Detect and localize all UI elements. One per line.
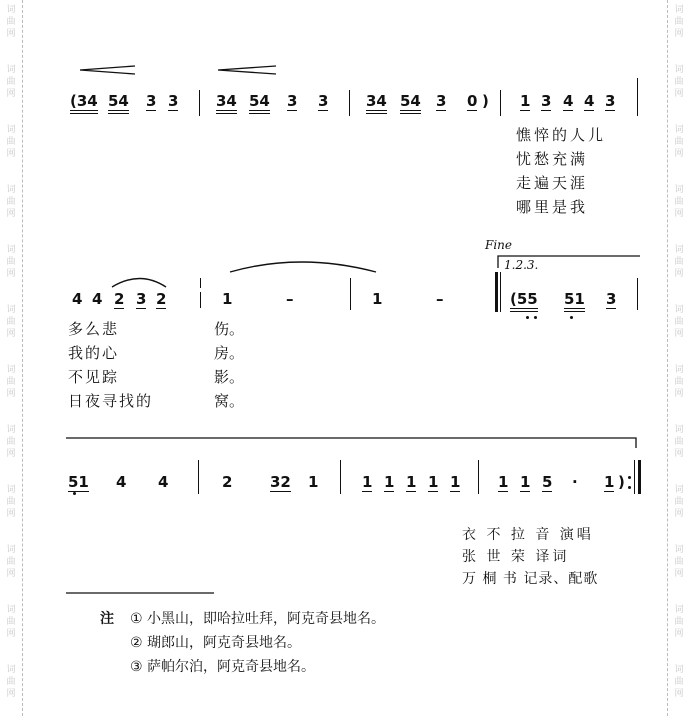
low-octave-dot <box>73 492 76 495</box>
note: 2 <box>156 290 167 308</box>
low-octave-dot <box>534 316 537 319</box>
note: 2 <box>222 473 233 491</box>
note: 3 <box>287 92 298 110</box>
tie-line-row3 <box>66 438 636 448</box>
watermark-text: 词 曲 网 <box>6 545 16 579</box>
note: 3 <box>541 92 552 110</box>
low-octave-dot <box>526 316 529 319</box>
repeat-dot <box>628 476 631 479</box>
lyric-verse-right: 房。 <box>214 344 245 362</box>
watermark-text: 词 曲 网 <box>6 245 16 279</box>
note-item: ② 瑚郎山，阿克奇县地名。 <box>130 635 302 651</box>
note: 1 <box>604 473 615 491</box>
watermark-text: 词 曲 网 <box>674 485 684 519</box>
low-octave-dot <box>570 316 573 319</box>
fine-marking: Fine <box>485 238 512 252</box>
repeat-end-thin <box>634 460 635 494</box>
dash: – <box>286 290 294 308</box>
note: 4 <box>116 473 127 491</box>
barline <box>199 90 200 116</box>
watermark-text: 词 曲 网 <box>6 365 16 399</box>
notes-label: 注 <box>100 611 114 627</box>
note: 1 <box>308 473 319 491</box>
barline <box>350 278 351 310</box>
watermark-text: 词 曲 网 <box>6 65 16 99</box>
note: 3 <box>136 290 147 308</box>
lyric-verse-right: 影。 <box>214 368 245 386</box>
volta-label: 1.2.3. <box>504 258 539 272</box>
watermark-text: 词 曲 网 <box>674 305 684 339</box>
note-group: 54 <box>400 92 421 110</box>
barline <box>637 78 638 116</box>
note: 1 <box>222 290 233 308</box>
note: 3 <box>436 92 447 110</box>
note: 1 <box>498 473 509 491</box>
repeat-dot <box>628 486 631 489</box>
watermark-text: 词 曲 网 <box>674 425 684 459</box>
note: 4 <box>92 290 103 308</box>
watermark-text: 词 曲 网 <box>674 605 684 639</box>
barline <box>198 460 199 494</box>
credit-translator: 张 世 荣 译词 <box>462 549 570 565</box>
note-item: ③ 萨帕尔泊，阿克奇县地名。 <box>130 659 316 675</box>
lyric-verse-right: 伤。 <box>214 320 245 338</box>
note-item: ① 小黑山，即哈拉吐拜，阿克奇县地名。 <box>130 611 385 627</box>
watermark-text: 词 曲 网 <box>6 305 16 339</box>
note-group: 34 <box>216 92 237 110</box>
watermark-text: 词 曲 网 <box>6 185 16 219</box>
note-group: (55 <box>510 290 538 308</box>
note-group: 34 <box>366 92 387 110</box>
note: 1 <box>428 473 439 491</box>
watermark-text: 词 曲 网 <box>674 665 684 699</box>
note: 1 <box>362 473 373 491</box>
watermark-text: 词 曲 网 <box>6 485 16 519</box>
note: 0 <box>467 92 478 110</box>
note: 3 <box>146 92 157 110</box>
note: 1 <box>520 92 531 110</box>
note: 4 <box>584 92 595 110</box>
repeat-start-thin <box>500 272 501 312</box>
lyric-verse-left: 日夜寻找的 <box>68 392 154 410</box>
note: 3 <box>168 92 179 110</box>
watermark-text: 词 曲 网 <box>674 5 684 39</box>
note-group: 32 <box>270 473 291 491</box>
note-group: (34 <box>70 92 98 110</box>
barline-short <box>200 278 201 288</box>
note: 3 <box>605 92 616 110</box>
lyric-verse-left: 我的心 <box>68 344 120 362</box>
note-group: 51 <box>564 290 585 308</box>
lyric-verse-left: 多么悲 <box>68 320 120 338</box>
repeat-start-thick <box>495 272 498 312</box>
watermark-text: 词 曲 网 <box>6 5 16 39</box>
note: 2 <box>114 290 125 308</box>
lyric-line: 走遍天涯 <box>516 174 589 192</box>
watermark-text: 词 曲 网 <box>674 365 684 399</box>
credit-arranger: 万 桐 书 记录、配歌 <box>462 571 599 587</box>
watermark-text: 词 曲 网 <box>674 185 684 219</box>
note: 1 <box>450 473 461 491</box>
barline <box>637 278 638 310</box>
paren-close: ) <box>618 473 625 491</box>
slur-1 <box>112 279 166 288</box>
barline <box>340 460 341 494</box>
lyric-line: 憔悴的人儿 <box>516 126 607 144</box>
note-group: 54 <box>249 92 270 110</box>
note: 1 <box>520 473 531 491</box>
note: 1 <box>406 473 417 491</box>
note-group: 54 <box>108 92 129 110</box>
watermark-text: 词 曲 网 <box>6 125 16 159</box>
decrescendo-mark-2 <box>218 66 276 74</box>
watermark-text: 词 曲 网 <box>674 125 684 159</box>
barline <box>500 90 501 116</box>
note: 3 <box>606 290 617 308</box>
watermark-text: 词 曲 网 <box>6 425 16 459</box>
barline <box>478 460 479 494</box>
note: 4 <box>72 290 83 308</box>
note-group: 51 <box>68 473 89 491</box>
watermark-text: 词 曲 网 <box>674 545 684 579</box>
note: 1 <box>372 290 383 308</box>
slur-2 <box>230 262 376 272</box>
note: 4 <box>158 473 169 491</box>
paren-close: ) <box>482 92 489 110</box>
credit-performer: 衣 不 拉 音 演唱 <box>462 527 594 543</box>
decrescendo-mark-1 <box>80 66 135 74</box>
lyric-verse-right: 窝。 <box>214 392 245 410</box>
repeat-end-thick <box>638 460 641 494</box>
dash: – <box>436 290 444 308</box>
watermark-text: 词 曲 网 <box>674 245 684 279</box>
lyric-line: 忧愁充满 <box>516 150 589 168</box>
watermark-text: 词 曲 网 <box>6 605 16 639</box>
note: 5 <box>542 473 553 491</box>
lyric-verse-left: 不见踪 <box>68 368 120 386</box>
barline <box>200 292 201 308</box>
dotted-rhythm: · <box>572 473 578 491</box>
note: 3 <box>318 92 329 110</box>
note: 4 <box>563 92 574 110</box>
note: 1 <box>384 473 395 491</box>
lyric-line: 哪里是我 <box>516 198 589 216</box>
watermark-text: 词 曲 网 <box>6 665 16 699</box>
watermark-text: 词 曲 网 <box>674 65 684 99</box>
barline <box>349 90 350 116</box>
